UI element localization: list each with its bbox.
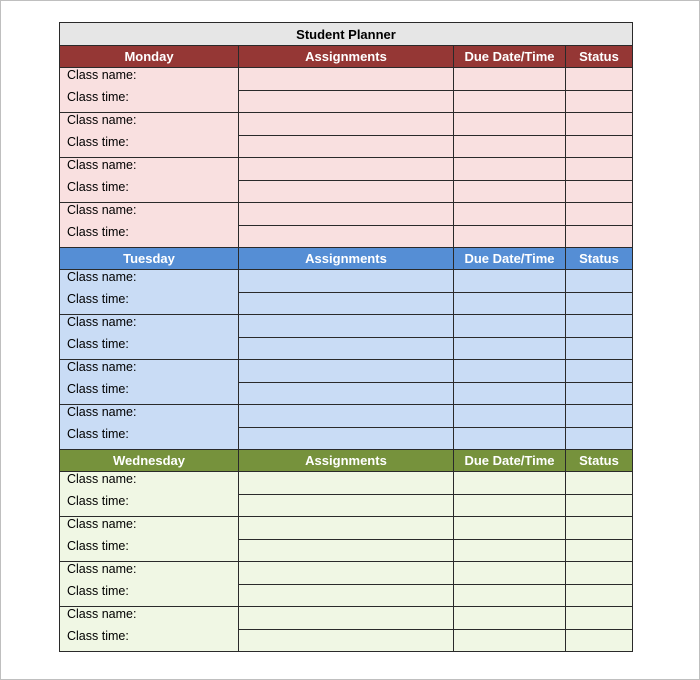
tuesday-class-1-row-a (60, 270, 633, 293)
assignment-cell[interactable] (239, 292, 454, 315)
class-name-label: Class name: (67, 315, 137, 329)
monday-class-4-row-a (60, 203, 633, 226)
tuesday-header-row (60, 248, 633, 270)
class-time-label: Class time: (67, 337, 129, 351)
assignments-header: Assignments (239, 46, 454, 68)
class-info-cell[interactable] (60, 158, 239, 203)
class-name-label: Class name: (67, 158, 137, 172)
planner-title: Student Planner (60, 23, 633, 46)
class-time-label: Class time: (67, 225, 129, 239)
wednesday-class-4-row-a (60, 607, 633, 630)
wednesday-class-2-row-a (60, 517, 633, 540)
status-header: Status (566, 248, 633, 270)
class-info-cell[interactable] (60, 517, 239, 562)
class-info-cell[interactable] (60, 113, 239, 158)
class-time-label: Class time: (67, 135, 129, 149)
class-time-label: Class time: (67, 494, 129, 508)
status-header: Status (566, 450, 633, 472)
due-date-cell[interactable] (454, 90, 566, 113)
due-date-cell[interactable] (454, 292, 566, 315)
class-info-cell[interactable] (60, 562, 239, 607)
wednesday-header-row (60, 450, 633, 472)
day-header-tuesday: Tuesday (60, 248, 239, 270)
class-info-cell[interactable] (60, 607, 239, 652)
assignments-header: Assignments (239, 450, 454, 472)
assignment-cell[interactable] (239, 494, 454, 517)
status-cell[interactable] (566, 405, 633, 428)
due-date-cell[interactable] (454, 180, 566, 203)
class-time-label: Class time: (67, 629, 129, 643)
class-name-label: Class name: (67, 270, 137, 284)
status-cell[interactable] (566, 494, 633, 517)
assignment-cell[interactable] (239, 203, 454, 226)
due-date-header: Due Date/Time (454, 450, 566, 472)
due-date-cell[interactable] (454, 517, 566, 540)
class-name-label: Class name: (67, 562, 137, 576)
due-date-cell[interactable] (454, 360, 566, 383)
tuesday-class-2-row-a (60, 315, 633, 338)
assignment-cell[interactable] (239, 472, 454, 495)
due-date-cell[interactable] (454, 562, 566, 585)
class-time-label: Class time: (67, 180, 129, 194)
assignment-cell[interactable] (239, 113, 454, 136)
assignment-cell[interactable] (239, 270, 454, 293)
assignment-cell[interactable] (239, 180, 454, 203)
due-date-cell[interactable] (454, 472, 566, 495)
class-time-label: Class time: (67, 292, 129, 306)
class-time-label: Class time: (67, 584, 129, 598)
due-date-cell[interactable] (454, 607, 566, 630)
monday-class-1-row-a (60, 68, 633, 91)
class-name-label: Class name: (67, 113, 137, 127)
student-planner-table (59, 22, 633, 652)
monday-class-2-row-a (60, 113, 633, 136)
title-row (60, 23, 633, 46)
due-date-header: Due Date/Time (454, 46, 566, 68)
assignment-cell[interactable] (239, 517, 454, 540)
status-cell[interactable] (566, 68, 633, 91)
title-section (60, 23, 633, 46)
status-cell[interactable] (566, 629, 633, 652)
assignment-cell[interactable] (239, 68, 454, 91)
due-date-cell[interactable] (454, 427, 566, 450)
wednesday-class-3-row-a (60, 562, 633, 585)
status-cell[interactable] (566, 517, 633, 540)
assignment-cell[interactable] (239, 158, 454, 181)
class-info-cell[interactable] (60, 472, 239, 517)
due-date-cell[interactable] (454, 270, 566, 293)
status-cell[interactable] (566, 203, 633, 226)
due-date-cell[interactable] (454, 494, 566, 517)
status-cell[interactable] (566, 158, 633, 181)
class-time-label: Class time: (67, 539, 129, 553)
assignment-cell[interactable] (239, 135, 454, 158)
assignment-cell[interactable] (239, 539, 454, 562)
due-date-header: Due Date/Time (454, 248, 566, 270)
tuesday-section (60, 248, 633, 450)
tuesday-class-3-row-a (60, 360, 633, 383)
status-cell[interactable] (566, 180, 633, 203)
assignments-header: Assignments (239, 248, 454, 270)
status-cell[interactable] (566, 584, 633, 607)
assignment-cell[interactable] (239, 225, 454, 248)
status-cell[interactable] (566, 382, 633, 405)
assignment-cell[interactable] (239, 360, 454, 383)
status-cell[interactable] (566, 472, 633, 495)
class-name-label: Class name: (67, 360, 137, 374)
status-cell[interactable] (566, 225, 633, 248)
due-date-cell[interactable] (454, 135, 566, 158)
class-name-label: Class name: (67, 68, 137, 82)
assignment-cell[interactable] (239, 629, 454, 652)
status-cell[interactable] (566, 90, 633, 113)
class-info-cell[interactable] (60, 203, 239, 248)
due-date-cell[interactable] (454, 68, 566, 91)
due-date-cell[interactable] (454, 337, 566, 360)
due-date-cell[interactable] (454, 315, 566, 338)
class-name-label: Class name: (67, 607, 137, 621)
assignment-cell[interactable] (239, 562, 454, 585)
assignment-cell[interactable] (239, 584, 454, 607)
assignment-cell[interactable] (239, 405, 454, 428)
status-cell[interactable] (566, 427, 633, 450)
due-date-cell[interactable] (454, 405, 566, 428)
status-cell[interactable] (566, 315, 633, 338)
assignment-cell[interactable] (239, 337, 454, 360)
wednesday-section (60, 450, 633, 652)
class-info-cell[interactable] (60, 405, 239, 450)
assignment-cell[interactable] (239, 315, 454, 338)
monday-class-3-row-a (60, 158, 633, 181)
class-time-label: Class time: (67, 427, 129, 441)
class-name-label: Class name: (67, 405, 137, 419)
status-cell[interactable] (566, 113, 633, 136)
status-cell[interactable] (566, 270, 633, 293)
day-header-wednesday: Wednesday (60, 450, 239, 472)
class-name-label: Class name: (67, 517, 137, 531)
due-date-cell[interactable] (454, 113, 566, 136)
due-date-cell[interactable] (454, 225, 566, 248)
status-cell[interactable] (566, 539, 633, 562)
tuesday-class-4-row-a (60, 405, 633, 428)
due-date-cell[interactable] (454, 629, 566, 652)
monday-section (60, 46, 633, 248)
status-cell[interactable] (566, 292, 633, 315)
wednesday-class-1-row-a (60, 472, 633, 495)
class-time-label: Class time: (67, 382, 129, 396)
status-header: Status (566, 46, 633, 68)
status-cell[interactable] (566, 562, 633, 585)
assignment-cell[interactable] (239, 427, 454, 450)
due-date-cell[interactable] (454, 584, 566, 607)
due-date-cell[interactable] (454, 203, 566, 226)
status-cell[interactable] (566, 607, 633, 630)
assignment-cell[interactable] (239, 607, 454, 630)
due-date-cell[interactable] (454, 382, 566, 405)
status-cell[interactable] (566, 337, 633, 360)
class-name-label: Class name: (67, 472, 137, 486)
due-date-cell[interactable] (454, 539, 566, 562)
class-info-cell[interactable] (60, 270, 239, 315)
assignment-cell[interactable] (239, 90, 454, 113)
class-info-cell[interactable] (60, 360, 239, 405)
class-time-label: Class time: (67, 90, 129, 104)
day-header-monday: Monday (60, 46, 239, 68)
monday-header-row (60, 46, 633, 68)
class-name-label: Class name: (67, 203, 137, 217)
status-cell[interactable] (566, 135, 633, 158)
class-info-cell[interactable] (60, 315, 239, 360)
assignment-cell[interactable] (239, 382, 454, 405)
due-date-cell[interactable] (454, 158, 566, 181)
status-cell[interactable] (566, 360, 633, 383)
class-info-cell[interactable] (60, 68, 239, 113)
